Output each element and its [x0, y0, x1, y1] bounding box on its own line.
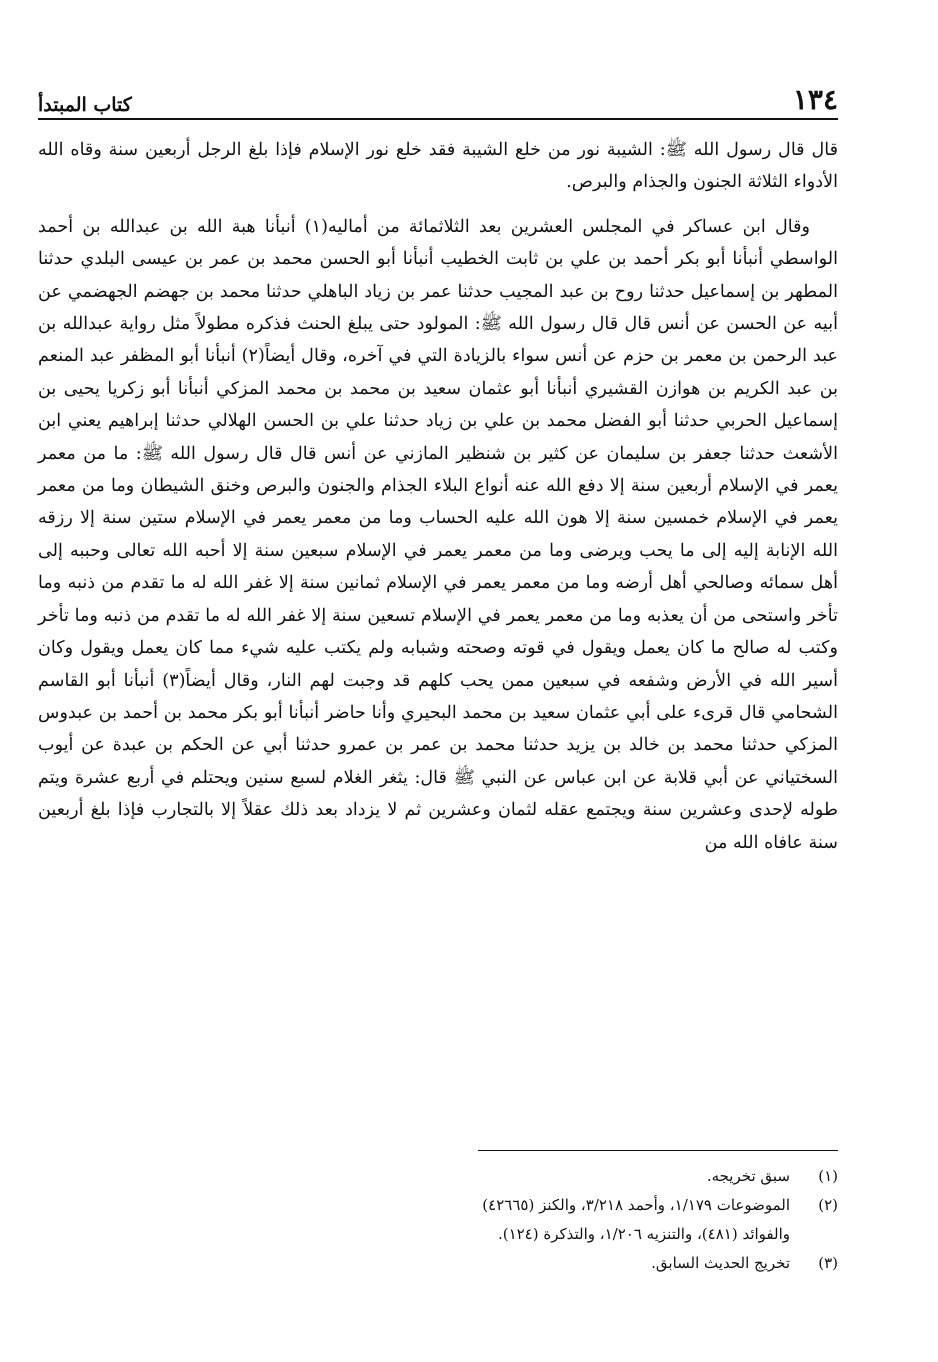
footnote-divider: [478, 1150, 838, 1151]
footnote-2: [38, 1191, 838, 1220]
footnote-text: الموضوعات ١/١٧٩، وأحمد ٣/٢١٨، والكنز (٤٢٦٦٥): [482, 1196, 790, 1214]
footnotes: [38, 1162, 838, 1278]
footnote-number: (٢): [818, 1196, 838, 1214]
page-number: ١٣٤: [792, 83, 838, 116]
book-title: كتاب المبتدأ: [38, 94, 132, 116]
footnote-number: (١): [818, 1167, 838, 1185]
paragraph: قال قال رسول الله ﷺ: الشيبة نور من خلع الشيبة فقد خلع نور الإسلام فإذا بلغ الرجل أربعين سنة وقاه الله الأدواء الثلاثة الجنون والجذام والبرص.: [38, 140, 838, 193]
footnote-2-continuation: والفوائد (٤٨١)، والتنزيه ١/٢٠٦، والتذكرة (١٢٤).: [497, 1225, 790, 1243]
footnote-text: تخريج الحديث السابق.: [651, 1254, 790, 1272]
paragraph: وقال ابن عساكر في المجلس العشرين بعد الثلاثمائة من أماليه(١) أنبأنا هبة الله بن عبدالله بن أحمد الواسطي أنبأنا أبو بكر أحمد بن علي بن ثابت الخطيب أنبأنا أبو الحسن محمد بن عمر بن عيسى البلدي حدثنا المطهر بن إسماعيل حدثنا روح بن عبد المجيب حدثنا عمر بن زياد الباهلي حدثنا محمد بن جهضم الجهضمي عن أبيه عن الحسن عن أنس قال قال رسول الله ﷺ: المولود حتى يبلغ الحنث فذكره مطولاً مثل رواية عبدالله بن عبد الرحمن بن معمر بن حزم عن أنس سواء بالزيادة التي في آخره، وقال أيضاً(٢) أنبأنا أبو المظفر عبد المنعم بن عبد الكريم بن هوازن القشيري أنبأنا أبو عثمان سعيد بن محمد بن محمد المزكي أنبأنا أبو زكريا يحيى بن إسماعيل الحربي حدثنا أبو الفضل محمد بن علي بن زياد حدثنا علي بن الحسن الهلالي حدثنا إبراهيم يعني ابن الأشعث حدثنا جعفر بن سليمان عن كثير بن شنظير المازني عن أنس قال قال رسول الله ﷺ: ما من معمر يعمر في الإسلام أربعين سنة إلا دفع الله عنه أنواع البلاء الجذام والجنون والبرص وخنق الشيطان وما من معمر يعمر في الإسلام خمسين سنة إلا هون الله عليه الحساب وما من معمر يعمر في الإسلام ستين سنة إلا رزقه الله الإنابة إليه إلى ما يحب ويرضى وما من معمر يعمر في الإسلام سبعين سنة إلا أحبه الله تعالى وحببه إلى أهل سمائه وصالحي أهل أرضه وما من معمر يعمر في الإسلام ثمانين سنة إلا غفر الله له ما تقدم من ذنبه وما تأخر واستحى من أن يعذبه وما من معمر يعمر في الإسلام تسعين سنة إلا غفر الله له ما تقدم من ذنبه وما تأخر وكتب له صالح ما كان يعمل ويقول في قوته وصحته وشبابه ولم يكتب عليه شيء مما كان يعمل ويقول وكان أسير الله في الأرض وشفعه في سبعين ممن يحب كلهم قد وجبت لهم النار، وقال أيضاً(٣) أنبأنا أبو القاسم الشحامي قال قرىء على أبي عثمان سعيد بن محمد البحيري وأنا حاضر أنبأنا أبو بكر محمد بن أحمد بن عبدوس المزكي حدثنا محمد بن خالد بن يزيد حدثنا محمد بن عمر بن عمرو حدثنا أبي عن الحكم بن عبدة عن أيوب السختياني عن أبي قلابة عن ابن عباس عن النبي ﷺ قال: يثغر الغلام لسبع سنين ويحتلم في أربع عشرة ويتم طوله لإحدى وعشرين سنة ويجتمع عقله لثمان وعشرين ثم لا يزداد بعد ذلك عقلاً إلا بالتجارب فإذا بلغ أربعين سنة عافاه الله من: [38, 216, 839, 853]
footnote-3: [38, 1249, 838, 1278]
footnote-text: سبق تخريجه.: [706, 1167, 790, 1185]
header-divider: [38, 118, 838, 120]
footnote-1: [38, 1162, 838, 1191]
main-text: [38, 134, 838, 859]
page-header: [38, 78, 838, 116]
footnote-number: (٣): [818, 1254, 838, 1272]
